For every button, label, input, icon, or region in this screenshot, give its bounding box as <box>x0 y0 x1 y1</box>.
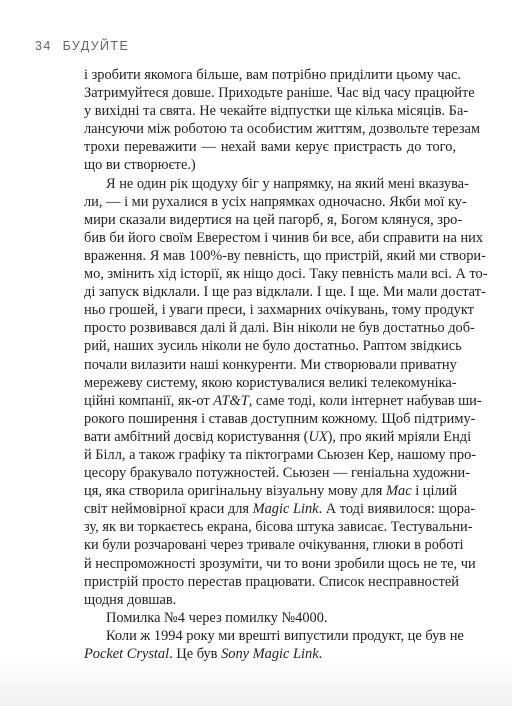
running-head <box>35 39 129 53</box>
paragraph <box>84 66 481 175</box>
text-line: трохи переважити — нехай вами керує пристрасть до того, <box>84 139 456 156</box>
text-line: у вихідні та свята. Не чекайте відпустки ще кілька місяців. Ба- <box>84 103 469 120</box>
text-line <box>84 482 456 500</box>
text-line: ді запуск відклали. І ще раз відклали. І ще. І ще. Ми мали достат- <box>84 284 486 301</box>
text-run: ), про який мріяли Енді <box>327 428 472 445</box>
text-line: зу, як ви торкаєтесь екрана, бісова штука зависає. Тестувальни- <box>84 519 473 536</box>
text-run: . А тоді виявилося: щора- <box>318 501 476 518</box>
text-line: Я не один рік щодуху біг у напрямку, на який мені вказува- <box>106 175 469 192</box>
text-line: лансуючи між роботою та особистим життям, дозвольте терезам <box>84 121 481 138</box>
text-run: і цілий <box>411 483 458 500</box>
paragraph <box>84 175 488 609</box>
text-line: й неспроможності зрозуміти, чи то вони зробили щось не те, чи <box>84 555 476 572</box>
text-line: й Білл, а також графіку та піктограми Сьюзен Кер, нашому про- <box>84 446 477 463</box>
text-run: , саме тоді, коли інтернет набував ши- <box>248 392 482 409</box>
text-line <box>84 500 476 518</box>
text-line: щодня довшав. <box>84 591 177 608</box>
paragraph <box>84 627 464 663</box>
text-line: мережеву систему, якою користувалися великі телекомуніка- <box>84 374 457 391</box>
text-run: . Це був <box>169 646 222 662</box>
text-line: що ви створюєте.) <box>84 157 196 174</box>
text-line: бив би його своїм Еверестом і чинив би все, аби справити на них <box>84 229 484 246</box>
page-number: 34 <box>35 39 52 53</box>
paragraph <box>84 609 456 627</box>
text-line: мо, змінить хід історії, як ніщо досі. Таку певність мали всі. А то- <box>84 266 488 283</box>
italic-term: AT&T <box>213 392 249 409</box>
text-run: . <box>318 646 323 662</box>
text-line <box>84 392 482 410</box>
text-line: ли, — і ми рухалися в усіх напрямках одночасно. Якби мої ку- <box>84 193 467 210</box>
text-line: Помилка №4 через помилку №4000. <box>106 609 328 626</box>
text-line: рий, наших зусиль ніколи не було достатньо. Раптом звідкись <box>84 338 462 355</box>
text-line: рокого поширення і ставав доступним кожному. Щоб підтриму- <box>84 410 476 427</box>
text-line: враження. Я мав 100%-ву певність, що пристрій, який ми створи- <box>84 247 486 264</box>
text-line: і зробити якомога більше, вам потрібно приділити цьому час. <box>84 67 461 83</box>
body-text <box>84 66 488 663</box>
text-line: пристрій просто перестав працювати. Список несправностей <box>84 573 459 590</box>
text-line: ки були розчаровані через тривале очікування, глюки в роботі <box>84 537 464 554</box>
text-line: почали вилазити наші конкуренти. Ми створювали приватну <box>84 356 457 373</box>
text-run: вати амбітний досвід користування ( <box>84 428 309 445</box>
italic-term: UX <box>308 428 328 445</box>
text-line <box>84 645 456 663</box>
text-run: ця, яка створила оригінальну візуальну мову для <box>84 483 387 500</box>
running-title: БУДУЙТЕ <box>62 39 130 53</box>
italic-term: Mac <box>386 483 412 500</box>
text-line: Затримуйтеся довше. Приходьте раніше. Час від часу працюйте <box>84 85 475 102</box>
text-line: цесору бракувало потужностей. Сьюзен — геніальна художни- <box>84 465 471 482</box>
text-line: ньо грошей, і уваги преси, і захмарних очікувань, тому продукт <box>84 302 474 319</box>
text-line: мири сказали видертися на цей пагорб, я, Богом клянуся, зро- <box>84 211 463 228</box>
text-line <box>84 428 472 446</box>
text-line: просто розвивався далі й далі. Він ніколи не був достатньо доб- <box>84 320 475 337</box>
italic-term: Sony Magic Link <box>221 646 319 662</box>
italic-term: Magic Link <box>252 501 319 518</box>
text-run: світ неймовірної краси для <box>84 501 253 518</box>
text-line: Коли ж 1994 року ми врешті випустили продукт, це був не <box>106 627 464 644</box>
italic-term: Pocket Crystal <box>84 646 170 662</box>
text-run: ційні компанії, як-от <box>84 392 214 409</box>
